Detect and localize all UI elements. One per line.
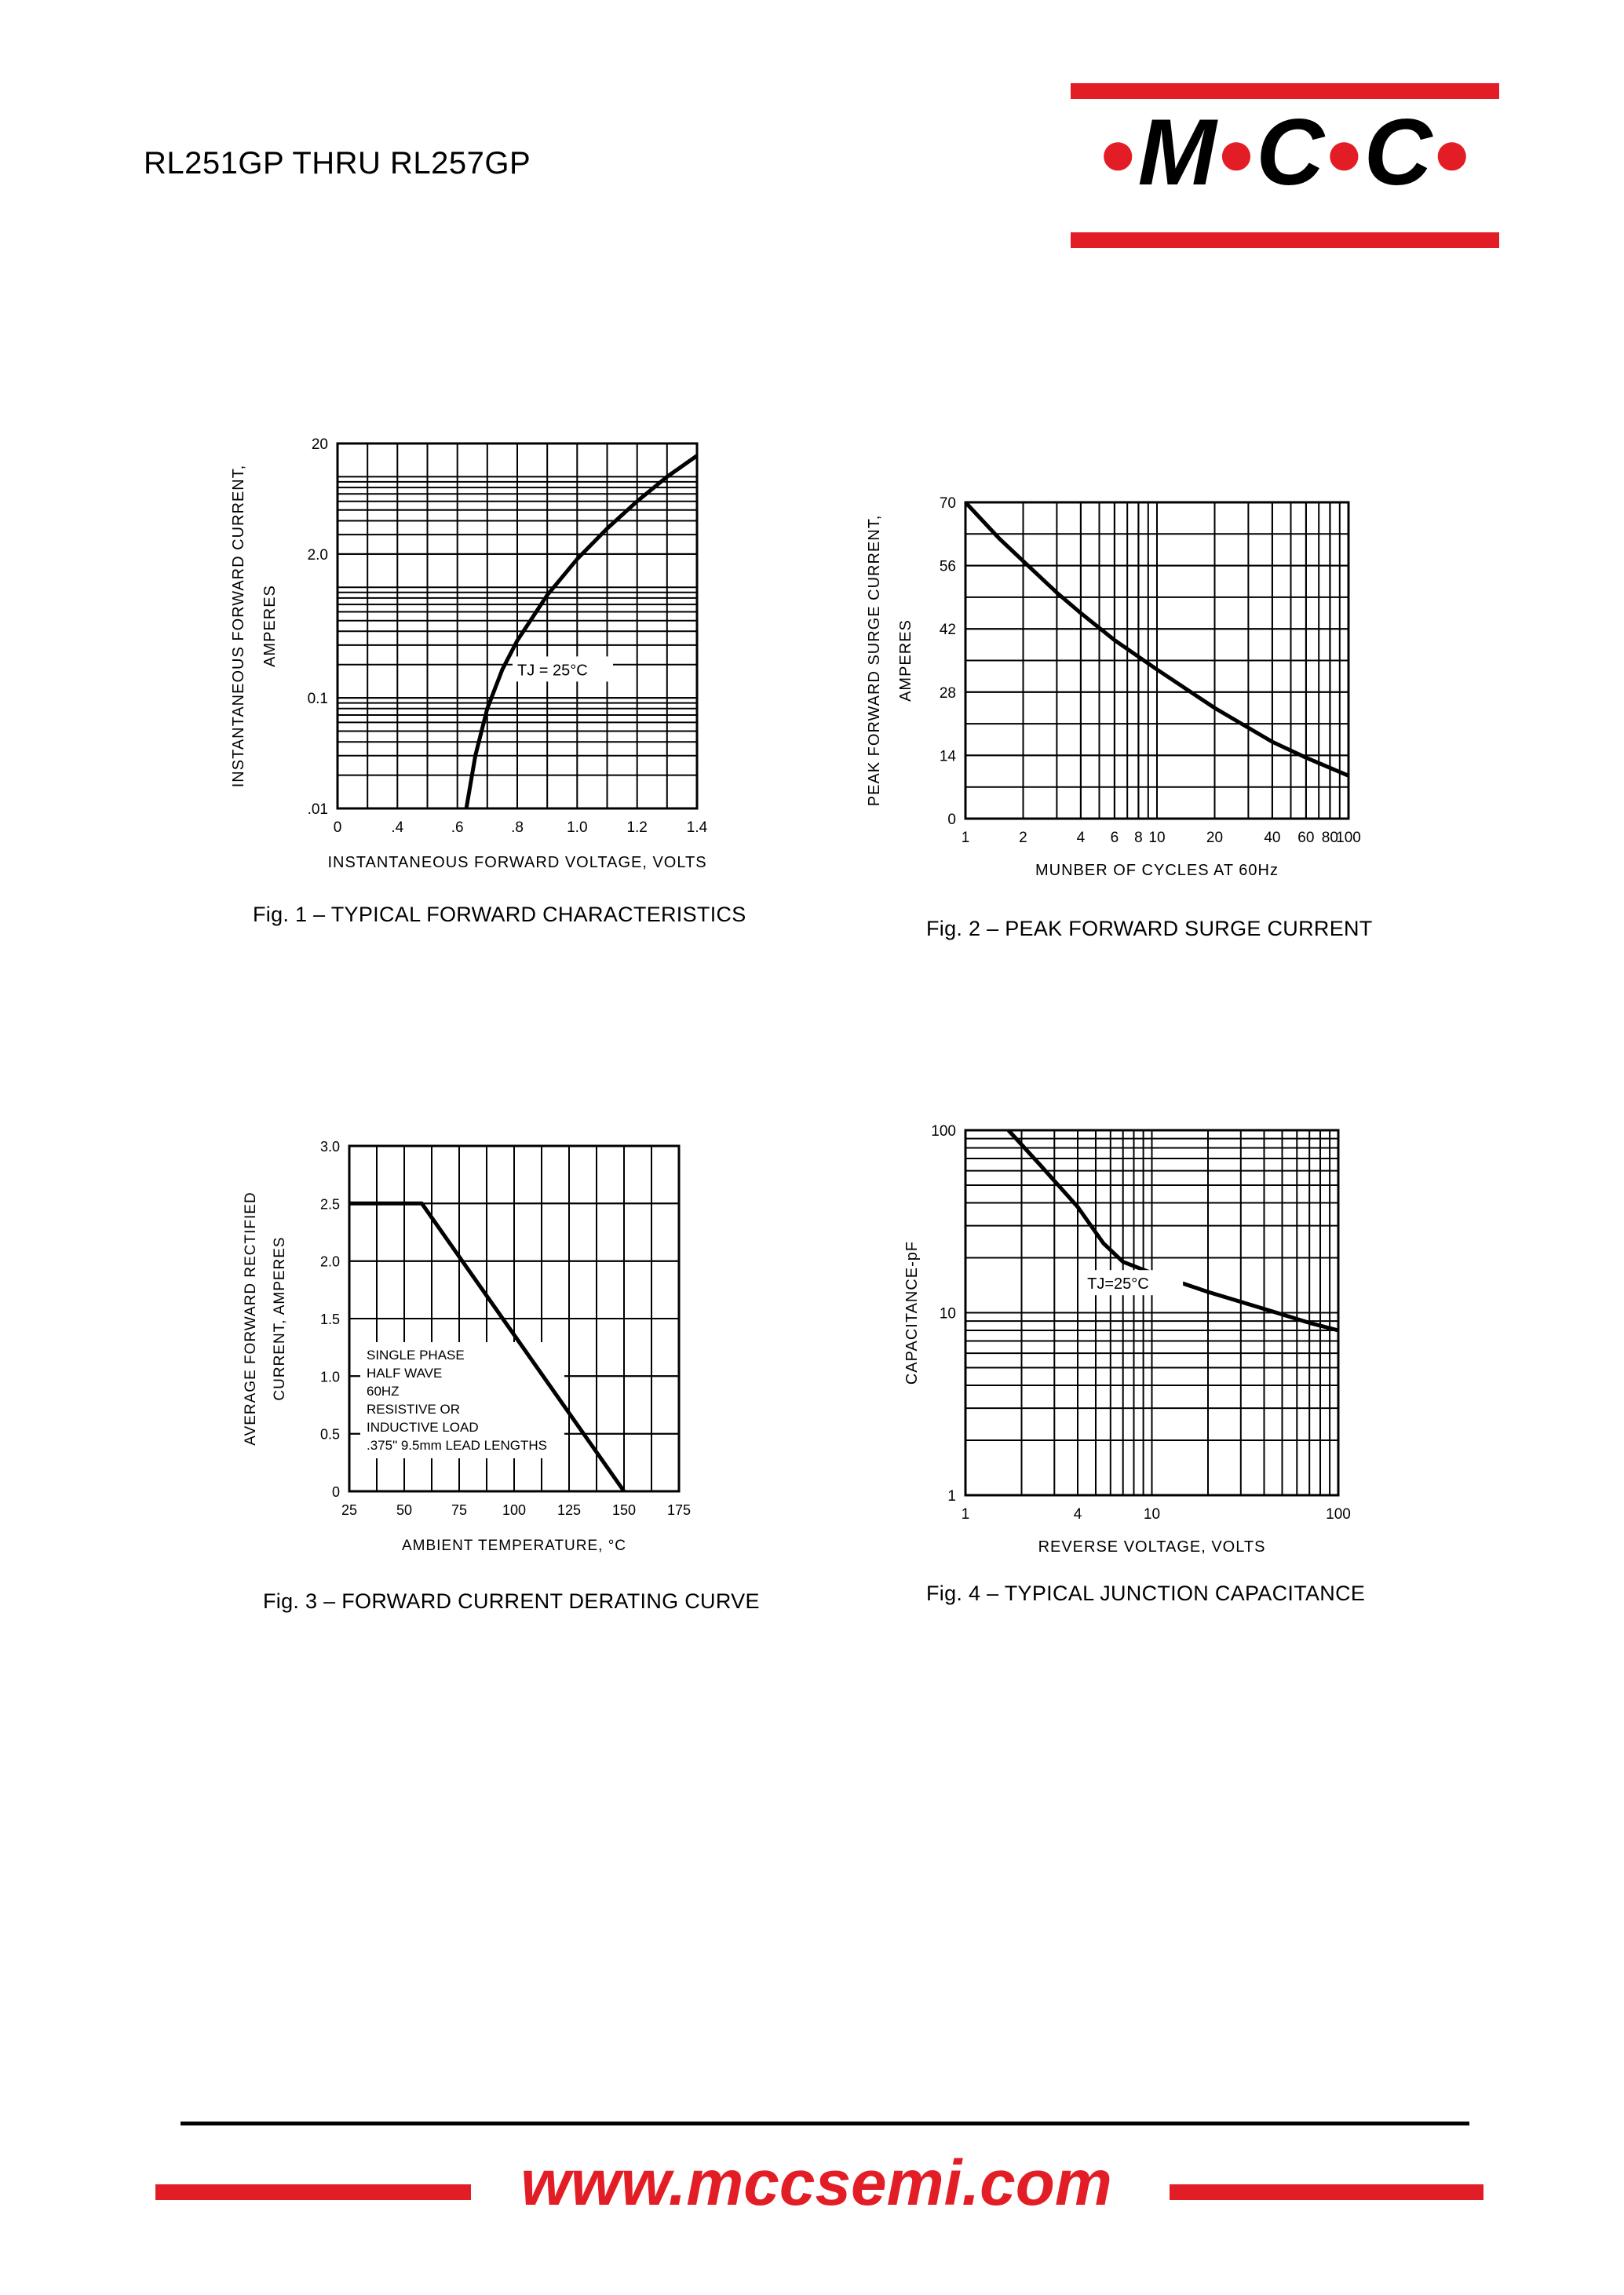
x-tick-label: 1 [961,830,970,846]
y-tick-label: 10 [939,1305,956,1323]
y-tick-label: 0 [947,812,956,828]
x-axis-label: MUNBER OF CYCLES AT 60Hz [1035,862,1279,879]
x-tick-label: 150 [611,1502,637,1518]
fig4-caption: Fig. 4 – TYPICAL JUNCTION CAPACITANCE [926,1582,1366,1605]
website-link[interactable]: www.mccsemi.com [520,2147,1112,2219]
footer-red-bar-right [1170,2184,1483,2200]
x-tick-label: 10 [1143,1506,1161,1523]
y-tick-label: 0.1 [307,691,328,708]
chart-note: INDUCTIVE LOAD [367,1420,479,1435]
y-tick-label: 20 [311,436,328,453]
chart-annotation: TJ = 25°C [517,662,588,680]
chart-fig1-forward-characteristics [188,424,785,895]
y-tick-label: 1 [947,1488,956,1505]
y-tick-label: 42 [939,622,956,639]
y-tick-label: 56 [939,558,956,575]
y-axis-label: PEAK FORWARD SURGE CURRENT, [866,514,883,807]
y-tick-label: 14 [939,748,956,765]
chart-note: .375" 9.5mm LEAD LENGTHS [367,1438,547,1453]
y-tick-label: 0 [331,1484,340,1500]
y-tick-label: 2.0 [307,546,328,564]
chart-note: SINGLE PHASE [367,1348,465,1363]
chart-fig2-peak-surge-current [848,455,1436,895]
x-tick-label: .8 [511,819,524,836]
y-tick-label: 2.0 [319,1253,340,1270]
y-axis-label: AMPERES [897,619,914,702]
x-tick-label: 6 [1110,830,1119,846]
x-tick-label: 1.2 [626,819,648,836]
x-tick-label: 175 [666,1502,692,1518]
x-tick-label: 100 [502,1502,527,1518]
logo-text: ●M●C●C● [1097,100,1473,205]
y-tick-label: 2.5 [319,1196,340,1213]
x-tick-label: 100 [1326,1506,1351,1523]
footer-red-bar-left [155,2184,471,2200]
x-axis-label: AMBIENT TEMPERATURE, °C [401,1538,627,1554]
x-tick-label: 40 [1264,830,1281,846]
x-tick-label: 1.4 [686,819,708,836]
fig3-caption: Fig. 3 – FORWARD CURRENT DERATING CURVE [263,1589,760,1613]
x-tick-label: 20 [1206,830,1224,846]
x-tick-label: 80 [1321,830,1338,846]
logo-top-bar [1071,83,1499,99]
chart-annotation: TJ=25°C [1087,1275,1149,1293]
y-tick-label: 1.0 [319,1369,340,1385]
x-tick-label: 1.0 [567,819,588,836]
x-tick-label: 75 [451,1502,468,1518]
y-axis-label: CAPACITANCE-pF [903,1240,921,1385]
y-axis-label: CURRENT, AMPERES [272,1236,288,1401]
x-tick-label: 60 [1297,830,1315,846]
y-tick-label: 3.0 [319,1139,340,1155]
x-tick-label: 4 [1073,1506,1082,1523]
series-line [1009,1130,1338,1330]
x-tick-label: 50 [396,1502,413,1518]
footer-rule [181,2122,1469,2125]
y-tick-label: 70 [939,495,956,512]
x-tick-label: 100 [1336,830,1361,846]
x-tick-label: .6 [451,819,464,836]
x-tick-label: 0 [333,819,342,836]
x-tick-label: 10 [1148,830,1166,846]
logo-bottom-bar [1071,232,1499,248]
x-tick-label: 25 [341,1502,358,1518]
y-axis-label: AVERAGE FORWARD RECTIFIED [243,1191,259,1446]
x-axis-label: REVERSE VOLTAGE, VOLTS [1038,1538,1266,1556]
chart-note: 60HZ [367,1384,400,1399]
x-tick-label: 125 [557,1502,582,1518]
chart-note: RESISTIVE OR [367,1402,461,1417]
y-tick-label: 100 [931,1123,956,1140]
x-tick-label: 1 [961,1506,970,1523]
chart-fig3-derating-curve [220,1115,722,1578]
chart-note: HALF WAVE [367,1366,443,1381]
y-axis-label: INSTANTANEOUS FORWARD CURRENT, [230,464,247,788]
x-tick-label: 2 [1019,830,1027,846]
x-axis-label: INSTANTANEOUS FORWARD VOLTAGE, VOLTS [327,854,707,871]
y-tick-label: 1.5 [319,1312,340,1327]
fig2-caption: Fig. 2 – PEAK FORWARD SURGE CURRENT [926,917,1373,940]
y-tick-label: .01 [307,801,328,818]
x-tick-label: 4 [1076,830,1086,846]
x-tick-label: 8 [1134,830,1143,846]
page-title: RL251GP THRU RL257GP [144,146,531,181]
y-tick-label: 0.5 [319,1426,340,1443]
chart-fig4-junction-capacitance [871,1099,1374,1570]
y-axis-label: AMPERES [261,585,279,667]
y-tick-label: 28 [939,684,956,702]
fig1-caption: Fig. 1 – TYPICAL FORWARD CHARACTERISTICS [253,903,746,926]
x-tick-label: .4 [391,819,404,836]
